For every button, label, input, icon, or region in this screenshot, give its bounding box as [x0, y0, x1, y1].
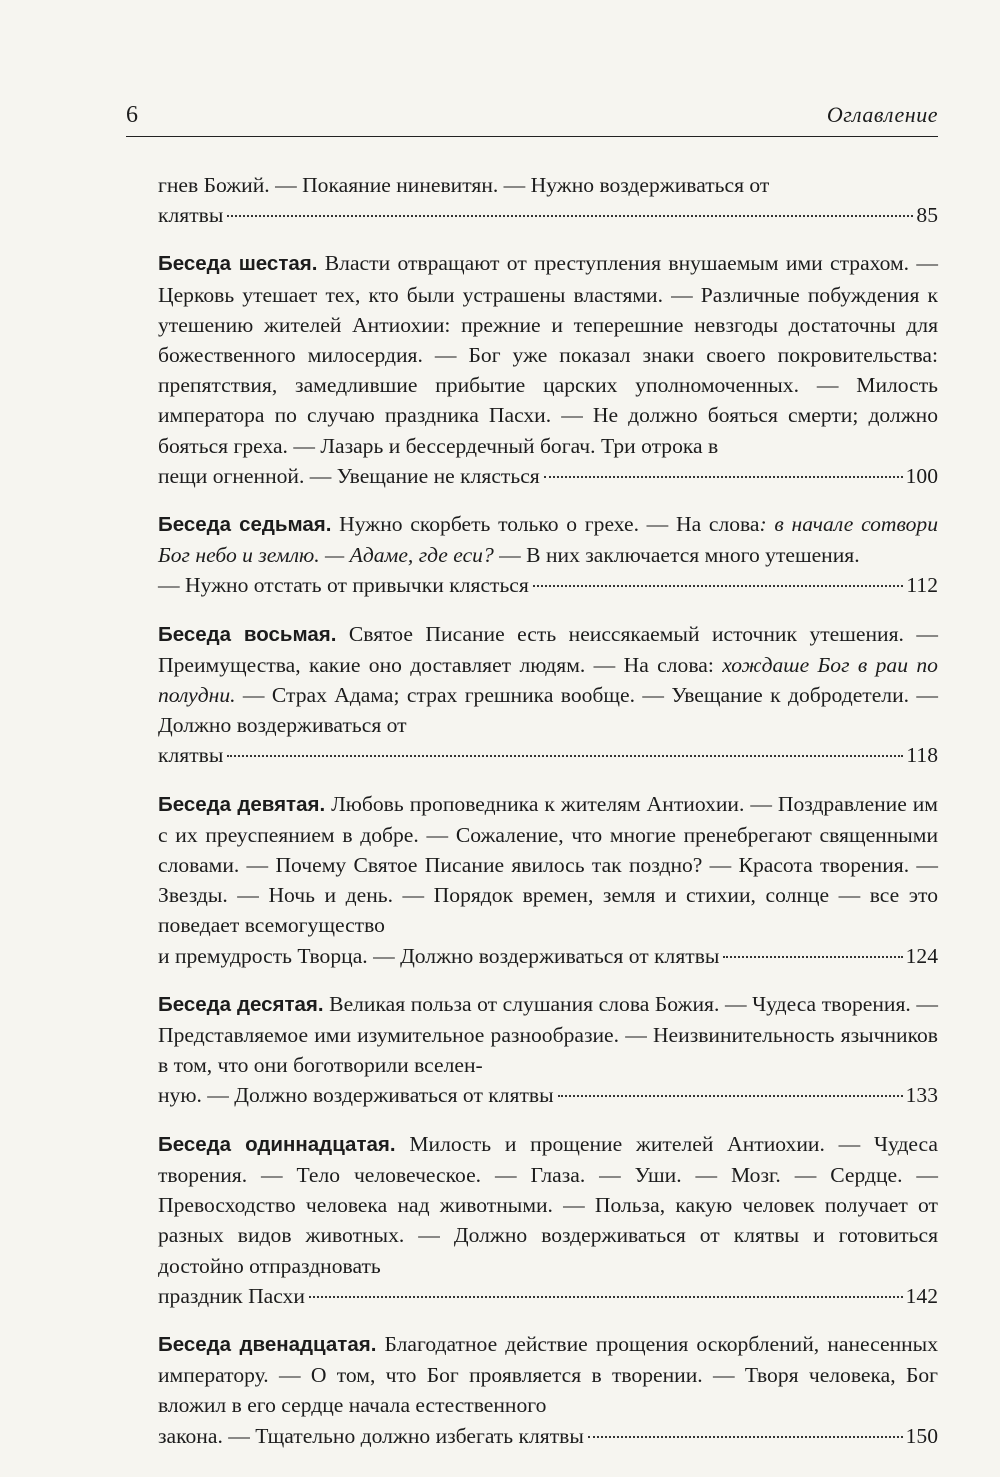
- entry-text: [158, 619, 938, 741]
- entry-body: — В них заключается много утешения.: [493, 543, 860, 568]
- entry-body-italic: : в начале сотвори Бог небо и землю. — Адаме, где еси?: [158, 512, 938, 568]
- entry-last-line: [158, 1080, 938, 1110]
- entry-title[interactable]: Беседа седьмая.: [158, 513, 332, 537]
- entry-body: Благодатное действие прощения оскорблений, нанесенных императору. — О том, что Бог проявляется в творении. — Творя человека, Бог вложил в его сердце начала естественного: [158, 1331, 938, 1418]
- entry-body: Милость и прощение жителей Антиохии. — Чудеса творения. — Тело человеческое. — Глаза. — Уши. — Мозг. — Сердце. — Превосходство человека над животными. — Польза, какую человек получает от разных видов животных. — Должно воздерживаться от клятвы и готовиться достойно отпраздновать: [158, 1131, 938, 1278]
- header-rule: [126, 136, 938, 137]
- entry-tail: праздник Пасхи: [158, 1283, 305, 1308]
- toc-entry[interactable]: [158, 1329, 938, 1451]
- entry-page-number[interactable]: 150: [905, 1423, 938, 1448]
- entry-page-number[interactable]: 100: [905, 463, 938, 488]
- entry-body: Власти отвращают от преступления внушаемым ими страхом. — Церковь утешает тех, кто были устрашены властями. — Различные побуждения к утешению жителей Антиохии: прежние и теперешние невзгоды достаточны для божественного милосердия. — Бог уже показал знаки своего покровительства: препятствия, замедлившие прибытие царских уполномоченных. — Милость императора по случаю праздника Пасхи. — Не должно бояться смерти; должно бояться греха. — Лазарь и бессердечный богач. Три отрока в: [158, 251, 939, 458]
- dot-leader: [723, 956, 902, 958]
- toc-entry[interactable]: [158, 509, 938, 601]
- entry-page-number[interactable]: 124: [905, 943, 938, 968]
- toc-entry[interactable]: [158, 989, 938, 1111]
- entry-title[interactable]: Беседа шестая.: [158, 252, 318, 276]
- entry-body: Любовь проповедника к жителям Антиохии. — Поздравление им с их преуспеянием в добре. — Сожаление, что многие пренебрегают священными словами. — Почему Святое Писание явилось так поздно? — Красота творения. — Звезды. — Ночь и день. — Порядок времен, земля и стихии, солнце — все это поведает всемогущество: [158, 791, 938, 938]
- entry-text: [158, 989, 938, 1081]
- entry-tail: клятвы: [158, 203, 224, 228]
- entry-text: [158, 1329, 938, 1421]
- toc-entry[interactable]: [158, 170, 938, 230]
- toc-entry[interactable]: [158, 789, 938, 971]
- dot-leader: [533, 585, 904, 587]
- dot-leader: [309, 1296, 903, 1298]
- entry-page-number[interactable]: 142: [905, 1283, 938, 1308]
- entry-last-line: [158, 1421, 938, 1451]
- entry-text: [158, 509, 938, 570]
- entry-page-number[interactable]: 133: [905, 1083, 938, 1108]
- entry-body: Святое Писание есть неиссякаемый источник утешения. — Преимущества, какие оно доставляет людям. — На слова:: [158, 621, 938, 677]
- entry-tail: закона. — Тщательно должно избегать клятвы: [158, 1423, 584, 1448]
- page-header: [126, 98, 938, 138]
- dot-leader: [588, 1436, 903, 1438]
- running-title: Оглавление: [826, 102, 938, 127]
- entry-body: гнев Божий. — Покаяние ниневитян. — Нужно воздерживаться от: [158, 173, 770, 197]
- entry-tail: клятвы: [158, 743, 224, 768]
- toc-entry[interactable]: [158, 248, 938, 491]
- table-of-contents: [158, 170, 938, 1469]
- entry-text: [158, 170, 938, 200]
- entry-tail: ную. — Должно воздерживаться от клятвы: [158, 1083, 554, 1108]
- entry-tail: — Нужно отстать от привычки клясться: [158, 573, 529, 598]
- dot-leader: [227, 755, 903, 757]
- entry-tail: и премудрость Творца. — Должно воздерживаться от клятвы: [158, 943, 720, 968]
- entry-title[interactable]: Беседа девятая.: [158, 792, 326, 816]
- entry-tail: пещи огненной. — Увещание не клясться: [158, 463, 540, 488]
- dot-leader: [544, 476, 903, 478]
- entry-body: Нужно скорбеть только о грехе. — На слова: [339, 512, 760, 537]
- entry-page-number[interactable]: 112: [906, 573, 938, 598]
- dot-leader: [558, 1095, 903, 1097]
- entry-text: [158, 789, 938, 941]
- entry-text: [158, 1129, 938, 1281]
- entry-last-line: [158, 461, 938, 491]
- entry-body: — Страх Адама; страх грешника вообще. — Увещание к добродетели. — Должно воздерживаться от: [158, 683, 938, 738]
- entry-body: Великая польза от слушания слова Божия. — Чудеса творения. — Представляемое ими изумительное разнообразие. — Неизвинительность язычников в том, что они боготворили вселен-: [158, 991, 938, 1078]
- entry-last-line: [158, 1281, 938, 1311]
- entry-title[interactable]: Беседа одиннадцатая.: [158, 1132, 396, 1156]
- entry-last-line: [158, 570, 938, 600]
- dot-leader: [227, 215, 913, 217]
- entry-title[interactable]: Беседа восьмая.: [158, 622, 337, 646]
- entry-page-number[interactable]: 118: [906, 743, 938, 768]
- entry-last-line: [158, 941, 938, 971]
- entry-page-number[interactable]: 85: [916, 203, 938, 228]
- entry-title[interactable]: Беседа двенадцатая.: [158, 1332, 377, 1356]
- toc-entry[interactable]: [158, 1129, 938, 1311]
- toc-entry[interactable]: [158, 619, 938, 771]
- page-number: 6: [126, 102, 138, 128]
- entry-text: [158, 248, 938, 460]
- entry-last-line: [158, 200, 938, 230]
- entry-body-italic: хождаше Бог в раи по полудни.: [158, 652, 938, 708]
- entry-title[interactable]: Беседа десятая.: [158, 992, 324, 1016]
- entry-last-line: [158, 740, 938, 770]
